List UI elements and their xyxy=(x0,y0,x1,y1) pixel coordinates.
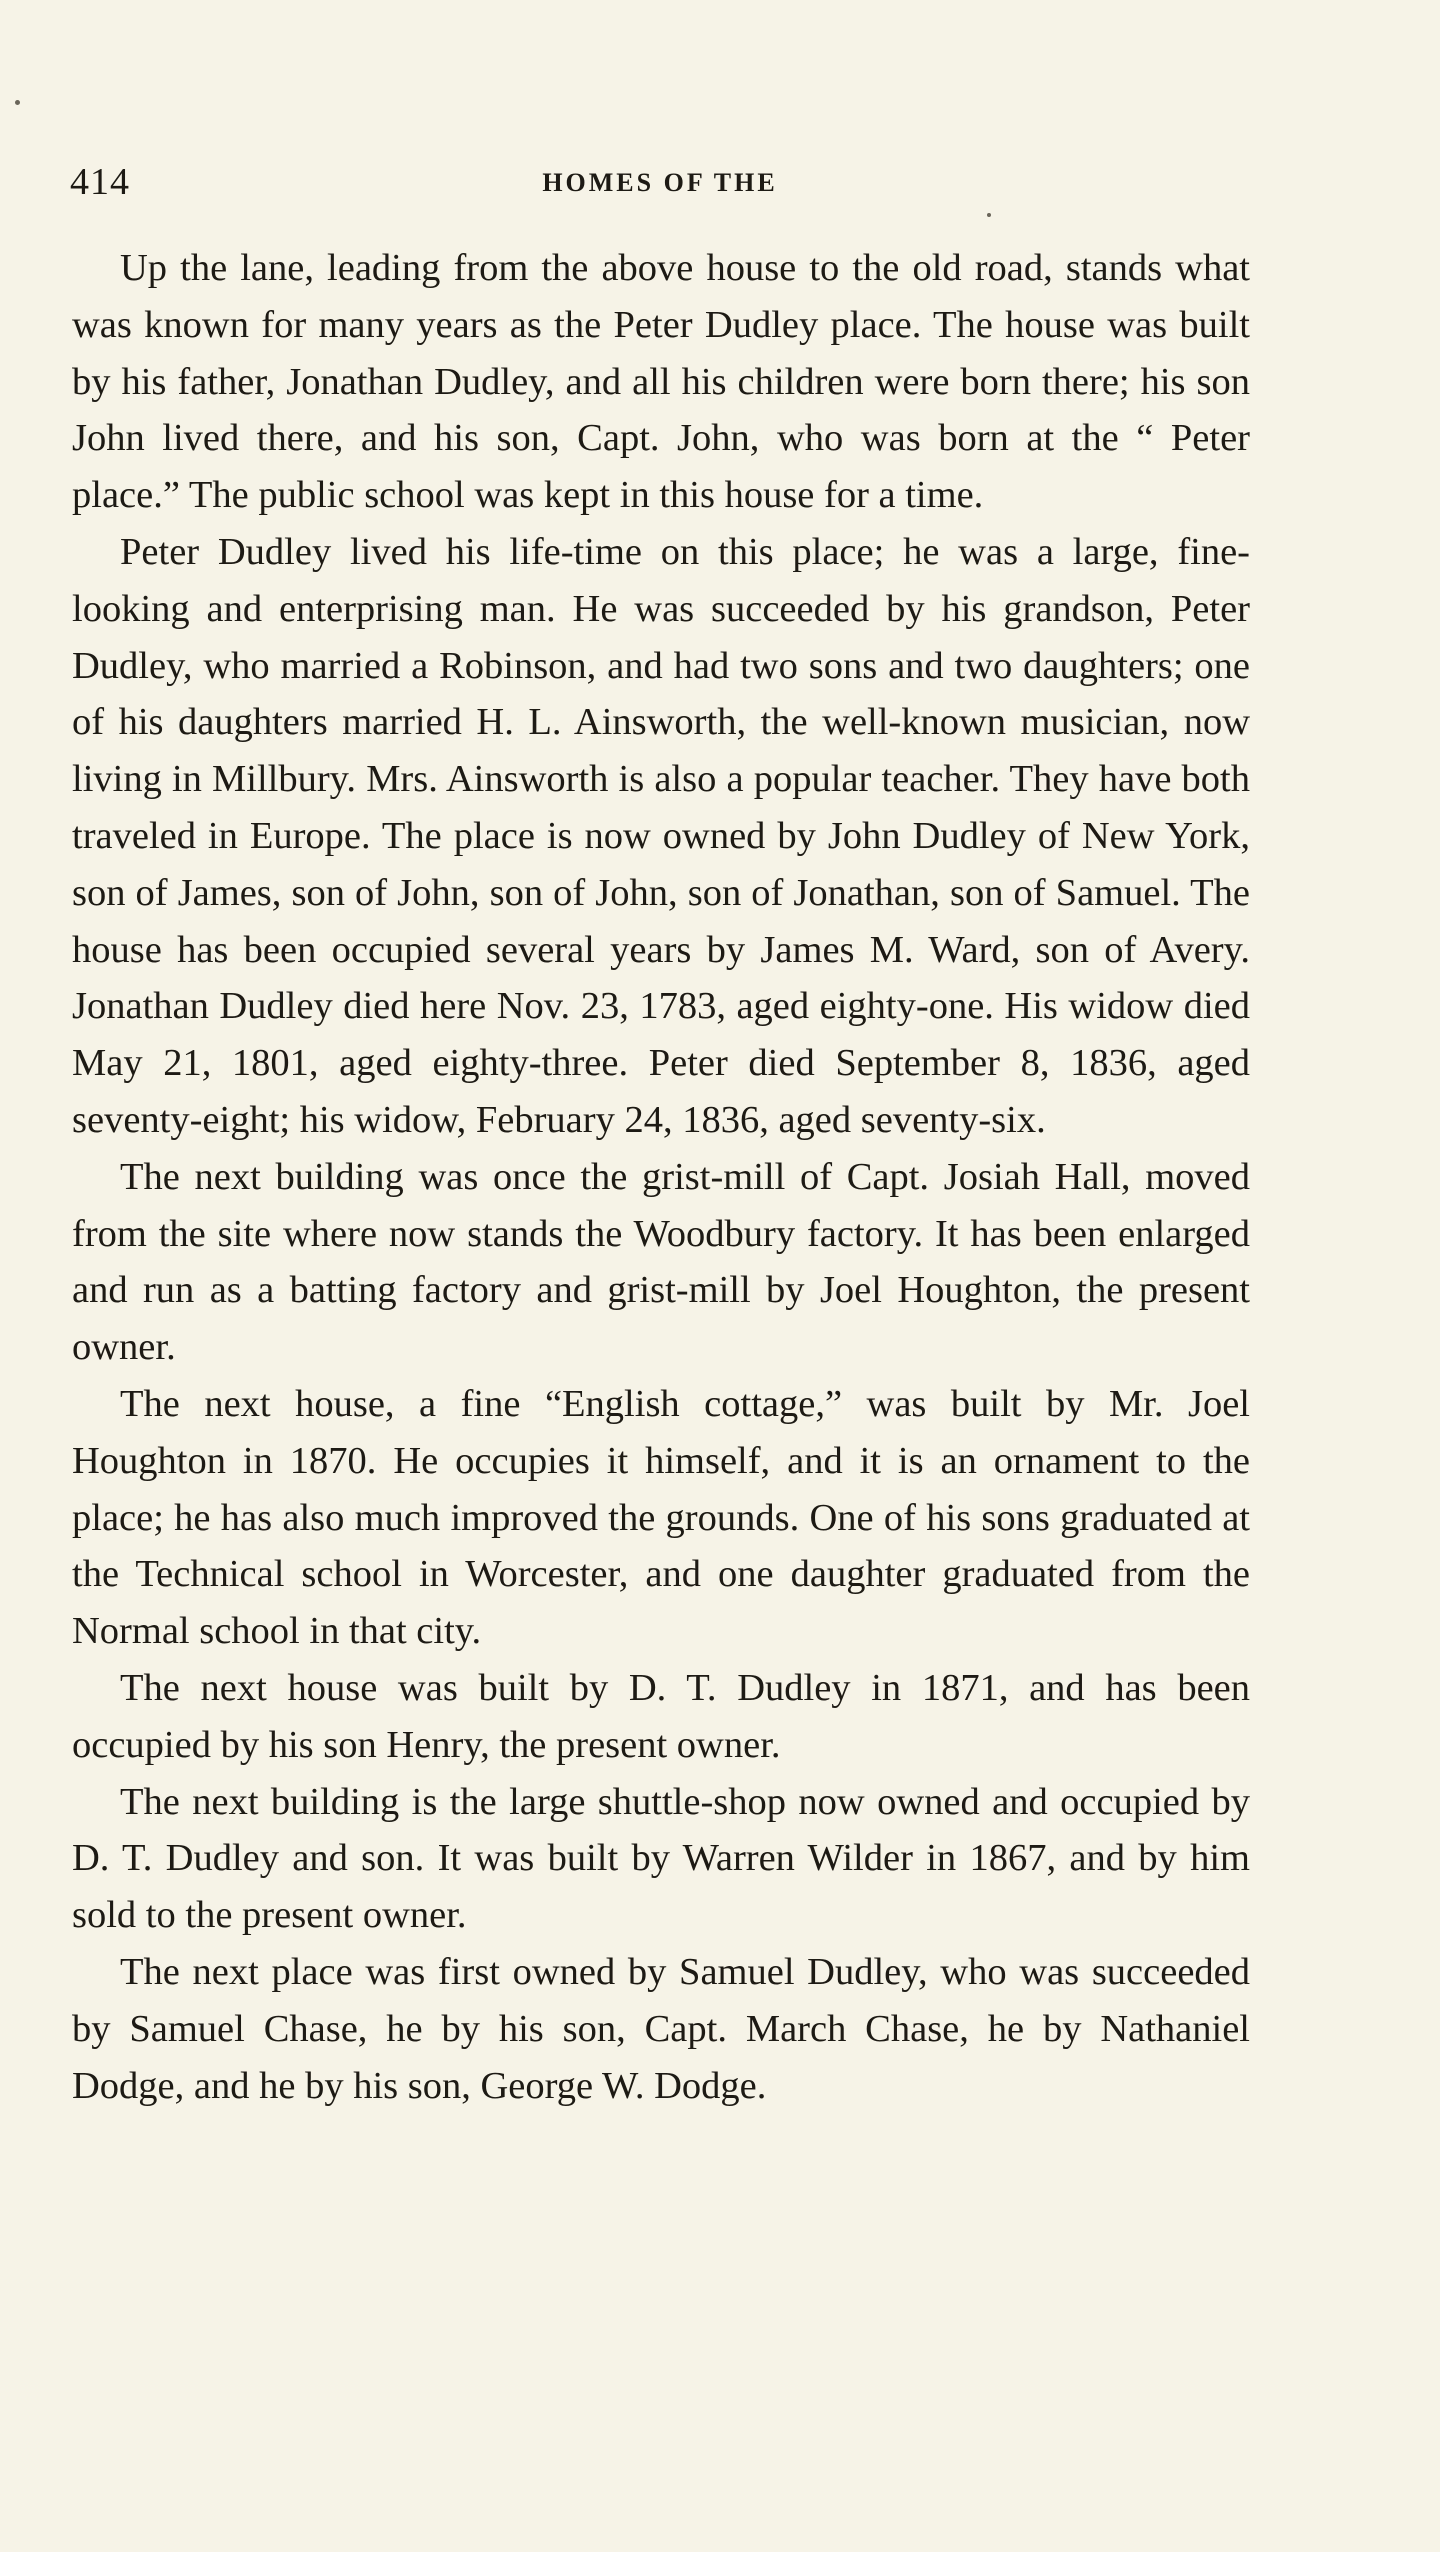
body-text xyxy=(72,240,1250,2114)
paragraph: The next building was once the grist-mill of Capt. Josiah Hall, moved from the site where now stands the Woodbury factory. It has been enlarged and run as a batting factory and grist-mill by Joel Houghton, the present owner. xyxy=(72,1155,1250,1369)
page-speck xyxy=(987,213,991,217)
page-header xyxy=(70,160,1250,210)
paragraph: The next place was first owned by Samuel Dudley, who was succeeded by Samuel Chase, he by his son, Capt. March Chase, he by Nathaniel Dodge, and he by his son, George W. Dodge. xyxy=(72,1950,1250,2107)
running-head: HOMES OF THE xyxy=(542,168,778,197)
paragraph: The next house, a fine “English cottage,” was built by Mr. Joel Houghton in 1870. He occupies it himself, and it is an ornament to the place; he has also much improved the grounds. One of his sons graduated at the Technical school in Worcester, and one daughter graduated from the Normal school in that city. xyxy=(72,1382,1250,1653)
paragraph: The next house was built by D. T. Dudley in 1871, and has been occupied by his son Henry, the present owner. xyxy=(72,1666,1250,1766)
page-number: 414 xyxy=(70,161,130,203)
paragraph: Up the lane, leading from the above house to the old road, stands what was known for many years as the Peter Dudley place. The house was built by his father, Jonathan Dudley, and all his children were born there; his son John lived there, and his son, Capt. John, who was born at the “ Peter place.” The public school was kept in this house for a time. xyxy=(72,247,1250,517)
paragraph: The next building is the large shuttle-shop now owned and occupied by D. T. Dudley and son. It was built by Warren Wilder in 1867, and by him sold to the present owner. xyxy=(72,1780,1250,1937)
paragraph: Peter Dudley lived his life-time on this place; he was a large, fine-looking and enterprising man. He was succeeded by his grandson, Peter Dudley, who married a Robinson, and had two sons and two daughters; one of his daughters married H. L. Ainsworth, the well-known musician, now living in Millbury. Mrs. Ainsworth is also a popular teacher. They have both traveled in Europe. The place is now owned by John Dudley of New York, son of James, son of John, son of John, son of Jonathan, son of Samuel. The house has been occupied several years by James M. Ward, son of Avery. Jonathan Dudley died here Nov. 23, 1783, aged eighty-one. His widow died May 21, 1801, aged eighty-three. Peter died September 8, 1836, aged seventy-eight; his widow, February 24, 1836, aged seventy-six. xyxy=(72,530,1250,1141)
page-speck xyxy=(15,100,20,105)
